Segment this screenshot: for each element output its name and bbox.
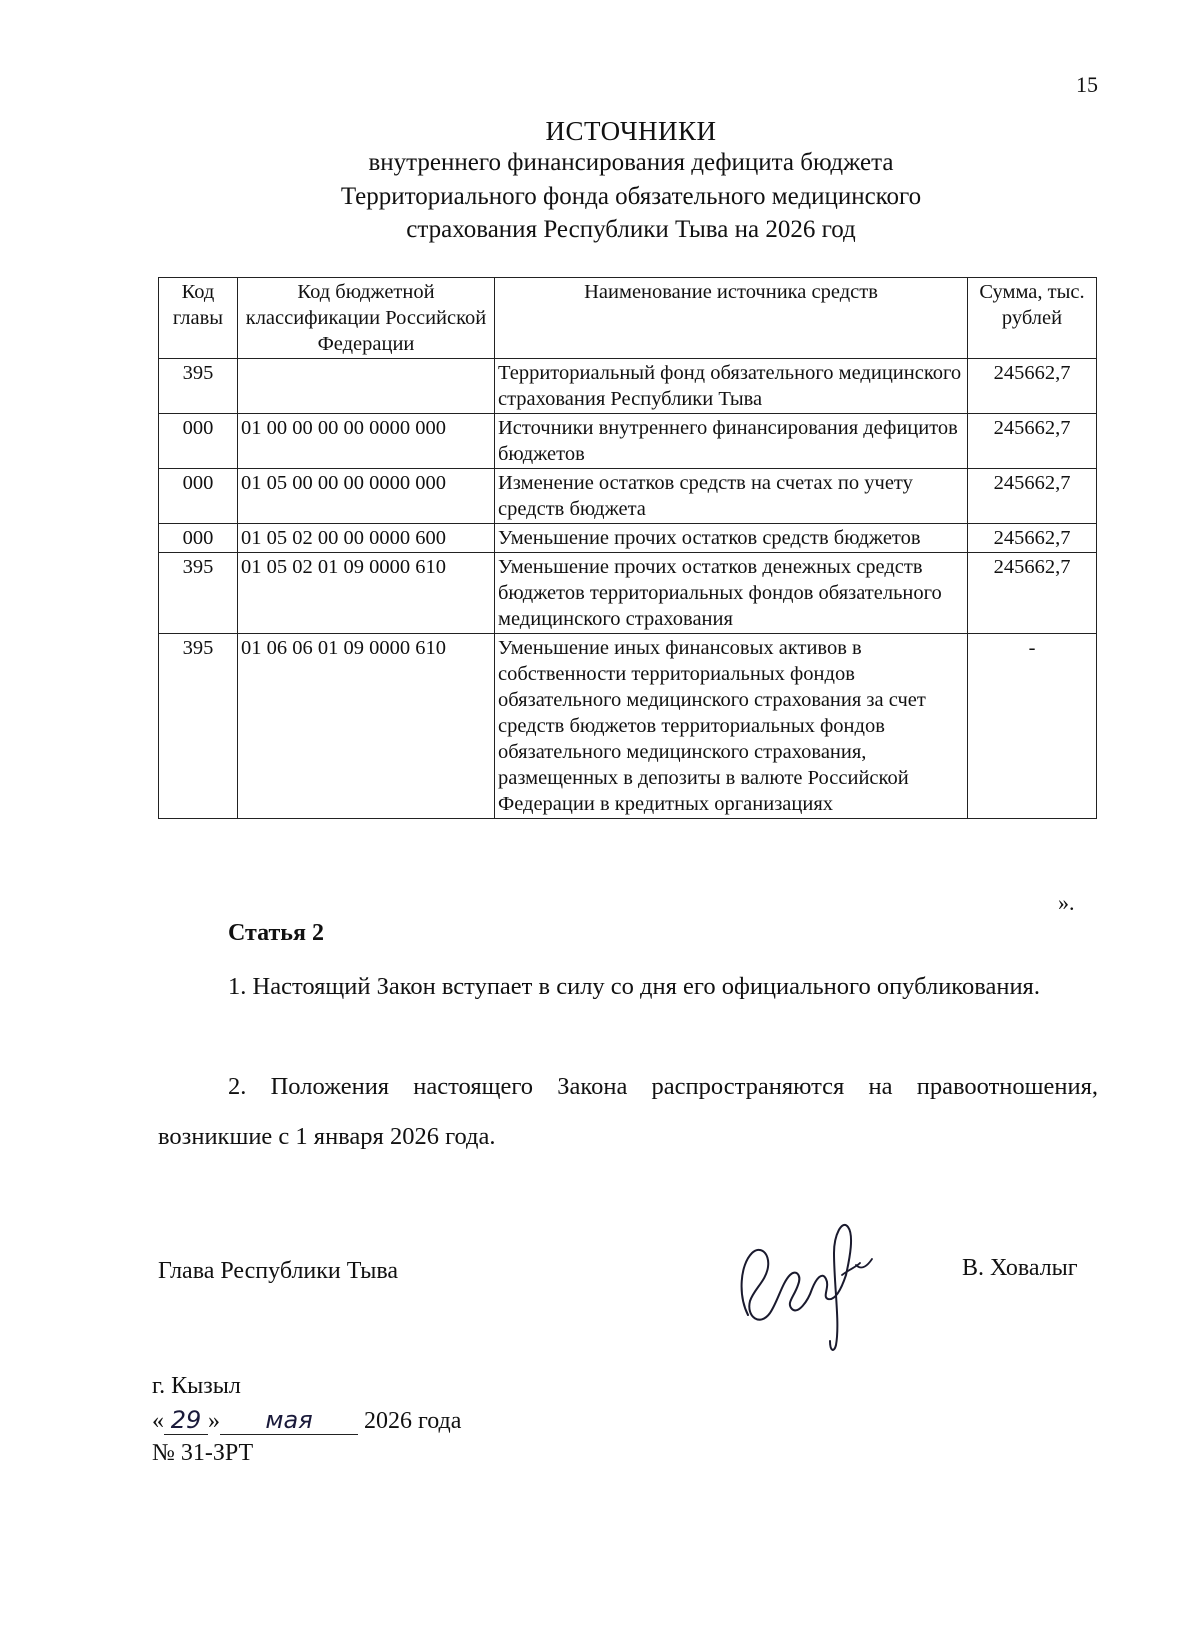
signing-date (152, 1406, 461, 1435)
name-cell: Территориальный фонд обязательного медицинского страхования Республики Тыва (495, 359, 968, 414)
name-cell: Уменьшение прочих остатков средств бюджетов (495, 524, 968, 553)
chapter-cell: 395 (159, 553, 238, 634)
article-paragraph (158, 1062, 1098, 1162)
date-day: 29 (164, 1406, 208, 1435)
amount-cell: - (968, 634, 1097, 819)
document-subtitle-line: Территориального фонда обязательного медицинского (340, 183, 922, 210)
chapter-cell: 000 (159, 524, 238, 553)
article-paragraph-text: 2. Положения настоящего Закона распространяются на правоотношения, возникшие с 1 января 2026 года. (158, 1073, 1098, 1150)
amount-cell: 245662,7 (968, 359, 1097, 414)
chapter-cell: 395 (159, 634, 238, 819)
header-chapter-code: Код главы (159, 278, 238, 359)
financing-sources-table (158, 277, 1097, 819)
chapter-cell: 000 (159, 469, 238, 524)
handwritten-signature (730, 1205, 890, 1355)
code-cell: 01 05 02 00 00 0000 600 (238, 524, 495, 553)
code-cell (238, 359, 495, 414)
code-cell: 01 05 02 01 09 0000 610 (238, 553, 495, 634)
article-heading: Статья 2 (228, 920, 324, 946)
signatory-name: В. Ховалыг (962, 1255, 1078, 1281)
code-cell: 01 06 06 01 09 0000 610 (238, 634, 495, 819)
amount-cell: 245662,7 (968, 524, 1097, 553)
article-paragraph-text: 1. Настоящий Закон вступает в силу со дня его официального опубликования. (228, 973, 1040, 1000)
chapter-cell: 395 (159, 359, 238, 414)
amount-cell: 245662,7 (968, 469, 1097, 524)
date-open-quote: « (152, 1408, 164, 1434)
document-title: ИСТОЧНИКИ (545, 116, 717, 146)
amount-cell: 245662,7 (968, 553, 1097, 634)
document-subtitle-line: страхования Республики Тыва на 2026 год (406, 216, 856, 243)
table-row (159, 553, 1097, 634)
table-row (159, 469, 1097, 524)
date-close-quote: » (208, 1408, 220, 1434)
table-row (159, 359, 1097, 414)
signatory-position: Глава Республики Тыва (158, 1258, 399, 1284)
table-row (159, 414, 1097, 469)
amount-cell: 245662,7 (968, 414, 1097, 469)
header-amount: Сумма, тыс. рублей (968, 278, 1097, 359)
code-cell: 01 05 00 00 00 0000 000 (238, 469, 495, 524)
name-cell: Уменьшение иных финансовых активов в собственности территориальных фондов обязательного медицинского страхования за счет средств бюджетов территориальных фондов обязательного медицинского страхования, размещенных в депозиты в валюте Российской Федерации в кредитных организациях (495, 634, 968, 819)
date-month: мая (220, 1406, 358, 1435)
article-paragraph (158, 962, 1098, 1012)
code-cell: 01 00 00 00 00 0000 000 (238, 414, 495, 469)
name-cell: Источники внутреннего финансирования дефицитов бюджетов (495, 414, 968, 469)
header-budget-code: Код бюджетной классификации Российской Федерации (238, 278, 495, 359)
date-year: 2026 года (364, 1408, 462, 1434)
closing-quote: ». (1058, 890, 1075, 915)
law-number: № 31-ЗРТ (152, 1440, 254, 1466)
name-cell: Изменение остатков средств на счетах по учету средств бюджета (495, 469, 968, 524)
table-row (159, 634, 1097, 819)
chapter-cell: 000 (159, 414, 238, 469)
header-source-name: Наименование источника средств (495, 278, 968, 359)
document-subtitle-line: внутреннего финансирования дефицита бюджета (368, 149, 894, 176)
signing-place: г. Кызыл (152, 1373, 241, 1399)
table-row (159, 524, 1097, 553)
page-number: 15 (1076, 72, 1098, 97)
table-header-row (159, 278, 1097, 359)
name-cell: Уменьшение прочих остатков денежных средств бюджетов территориальных фондов обязательного медицинского страхования (495, 553, 968, 634)
